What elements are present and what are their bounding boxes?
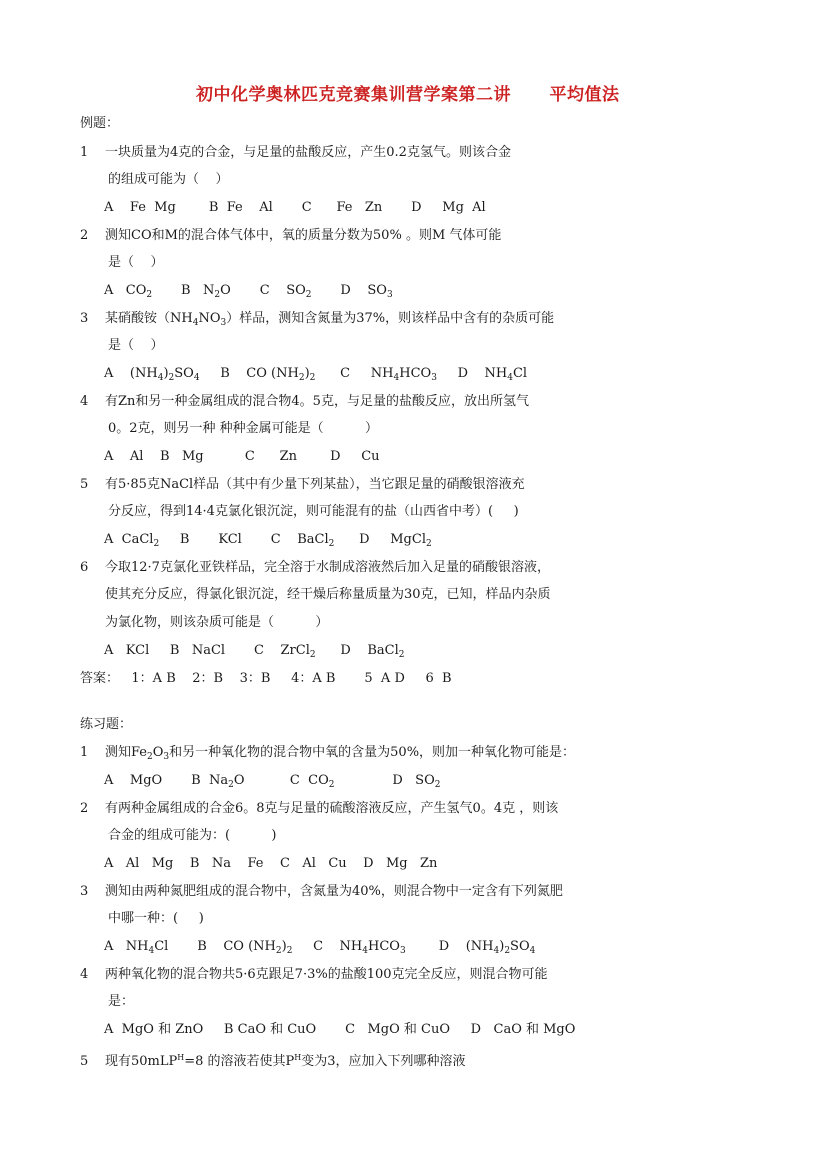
example-6-line-1 (80, 560, 550, 576)
question-number: 4 (80, 394, 89, 409)
question-number: 6 (80, 560, 89, 575)
examples-label: 例题： (80, 116, 120, 131)
example-1-line-1 (80, 145, 511, 161)
practice-1-options: A MgO B $Na_2O$ C $CO_2$ D $SO_2$ (104, 773, 441, 790)
question-text: 测知CO和M的混合体气体中，氧的质量分数为50% 。则M 气体可能 (105, 228, 502, 243)
example-1-options: A Fe Mg B Fe Al C Fe Zn D Mg Al (104, 200, 486, 215)
example-1-line-2: 的组成可能为（ ） (108, 172, 229, 187)
question-text: 测知由两种氮肥组成的混合物中，含氮量为40%，则混合物中一定含有下列氮肥 (105, 884, 563, 899)
question-text: 有5·85克NaCl样品（其中有少量下列某盐），当它跟足量的硝酸银溶液充 (105, 477, 525, 492)
question-text: 两种氧化物的混合物共5·6克跟足7·3%的盐酸100克完全反应，则混合物可能 (105, 967, 548, 982)
practice-2-line-2: 合金的组成可能为：( ) (108, 828, 277, 843)
practice-3-line-1 (80, 884, 563, 900)
answers-line: 答案： 1：A B 2：B 3：B 4：A B 5 A D 6 B (80, 671, 452, 686)
practice-2-line-1 (80, 801, 558, 817)
question-number: 2 (80, 228, 89, 243)
question-text: 一块质量为4克的合金，与足量的盐酸反应，产生0.2克氢气。则该合金 (105, 145, 511, 160)
page-title: 初中化学奥林匹克竞赛集训营学案第二讲 平均值法 (196, 85, 620, 105)
question-text: 有Zn和另一种金属组成的混合物4。5克，与足量的盐酸反应，放出所氢气 (105, 394, 529, 409)
practice-5-line-1: 5 现有50mLP$^H$=8 的溶液若使其$P^H$变为3，应加入下列哪种溶液 (80, 1053, 466, 1069)
example-5-line-2: 分反应，得到14·4克氯化银沉淀，则可能混有的盐（山西省中考）( ) (108, 504, 519, 519)
example-3-options: A $(NH_4)_2SO_4$ B CO $(NH_2)_2$ C $NH_4HCO_3$ D $NH_4Cl$ (104, 366, 528, 383)
practice-4-line-1 (80, 967, 548, 983)
question-number: 3 (80, 311, 89, 326)
question-number: 5 (80, 1054, 89, 1069)
example-3-line-1: 3 某硝酸铵$(NH_4NO_3)$样品，测知含氮量为37%，则该样品中含有的杂质可能 (80, 311, 555, 328)
example-5-line-1 (80, 477, 525, 493)
question-text: 今取12·7克氯化亚铁样品，完全溶于水制成溶液然后加入足量的硝酸银溶液， (105, 560, 550, 575)
practice-1-line-1: 1 测知$Fe_2O_3$和另一种氧化物的混合物中氧的含量为50%，则加一种氧化物可能是： (80, 745, 576, 762)
example-6-options: A KCl B NaCl C ZrCl$_2$ D BaCl$_2$ (104, 643, 405, 660)
question-text: 有两种金属组成的合金6。8克与足量的硫酸溶液反应，产生氢气0。4克 ，则该 (105, 801, 559, 816)
example-4-line-2: 0。2克，则另一种 种种金属可能是（ ） (108, 421, 378, 436)
example-4-options: A Al B Mg C Zn D Cu (104, 449, 380, 464)
practice-3-line-2: 中哪一种：( ) (108, 911, 204, 926)
example-6-line-2: 使其充分反应，得氯化银沉淀，经干燥后称量质量为30克，已知，样品内杂质 (105, 587, 551, 602)
practice-4-options: A MgO 和 ZnO B CaO 和 CuO C MgO 和 CuO D CaO 和 MgO (104, 1022, 576, 1037)
question-number: 2 (80, 801, 89, 816)
example-2-options: A $CO_2$ B $N_2O$ C $SO_2$ D $SO_3$ (104, 283, 393, 300)
example-5-options: A CaCl$_2$ B KCl C BaCl$_2$ D MgCl$_2$ (104, 532, 432, 549)
example-6-line-3: 为氯化物，则该杂质可能是（ ） (105, 615, 329, 630)
practice-4-line-2: 是： (108, 994, 135, 1009)
example-2-line-1 (80, 228, 501, 244)
question-number: 1 (80, 145, 89, 160)
question-number: 5 (80, 477, 89, 492)
question-number: 4 (80, 967, 89, 982)
practice-2-options: A Al Mg B Na Fe C Al Cu D Mg Zn (104, 856, 438, 871)
question-number: 1 (80, 745, 89, 760)
example-4-line-1 (80, 394, 529, 410)
example-3-line-2: 是（ ） (108, 338, 164, 353)
practice-label: 练习题： (80, 717, 133, 732)
example-2-line-2: 是（ ） (108, 255, 164, 270)
question-number: 3 (80, 884, 89, 899)
practice-3-options: A $NH_4Cl$ B CO $(NH_2)_2$ C $NH_4HCO_3$ D $(NH_4)_2SO_4$ (104, 939, 536, 956)
